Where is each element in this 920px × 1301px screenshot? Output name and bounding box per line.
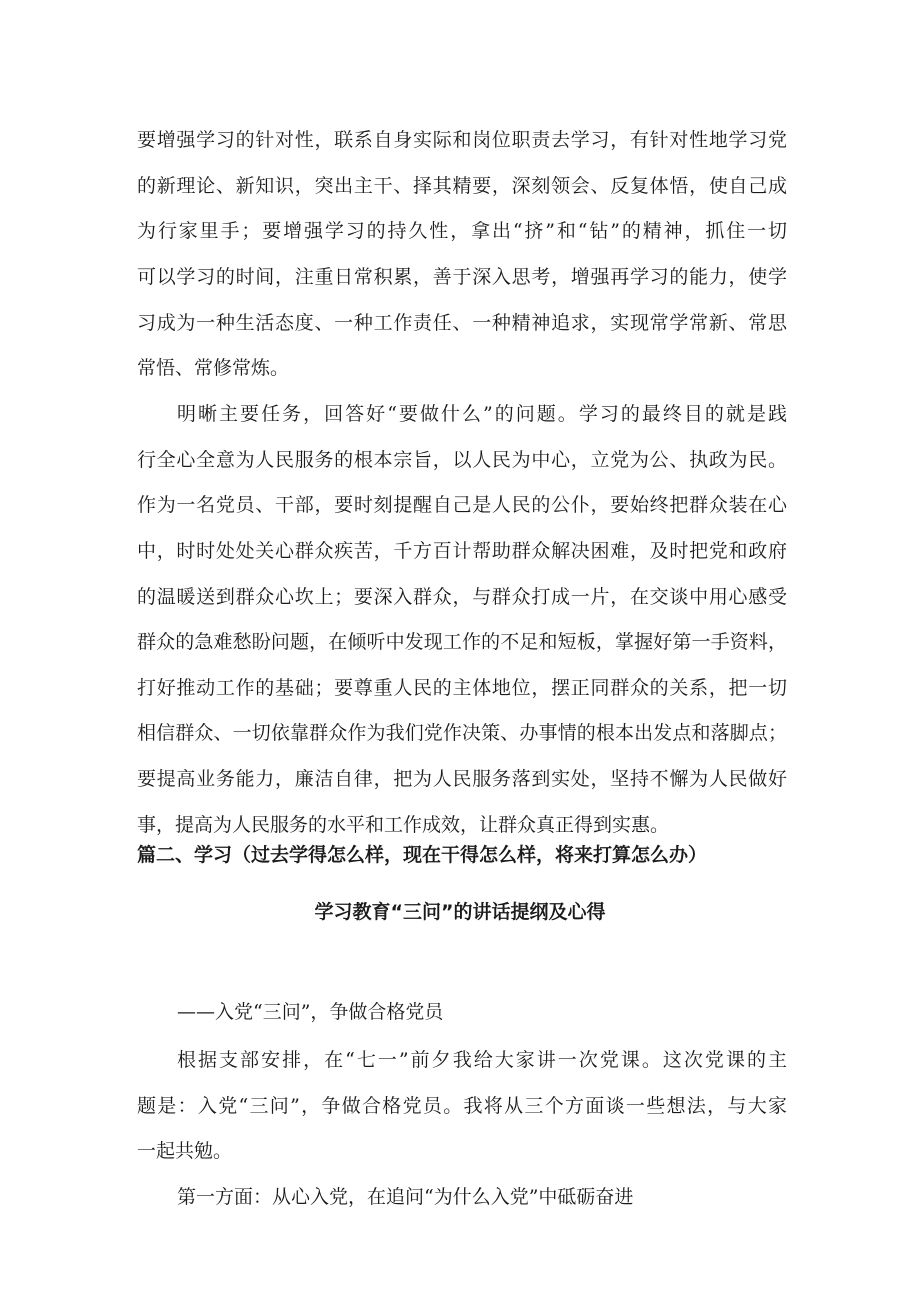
subtitle: ——入党“三问”，争做合格党员: [177, 1001, 444, 1023]
text-line: 作为一名党员、干部，要时刻提醒自己是人民的公仆，要始终把群众装在心: [137, 494, 787, 516]
text-line: 的温暖送到群众心坎上；要深入群众，与群众打成一片，在交谈中用心感受: [137, 586, 787, 608]
text-line: 明晰主要任务，回答好“要做什么”的问题。学习的最终目的就是践: [177, 403, 787, 425]
text-line: 群众的急难愁盼问题，在倾听中发现工作的不足和短板，掌握好第一手资料，: [137, 631, 787, 653]
text-line: 相信群众、一切依靠群众作为我们党作决策、办事情的根本出发点和落脚点；: [137, 722, 787, 744]
text-line: 一起共勉。: [137, 1140, 233, 1162]
text-line: 根据支部安排，在“七一”前夕我给大家讲一次党课。这次党课的主: [177, 1049, 787, 1071]
text-line: 题是：入党“三问”，争做合格党员。我将从三个方面谈一些想法，与大家: [137, 1095, 787, 1117]
text-line: 要增强学习的针对性，联系自身实际和岗位职责去学习，有针对性地学习党: [137, 129, 787, 151]
text-line: 中，时时处处关心群众疾苦，千方百计帮助群众解决困难，及时把党和政府: [137, 540, 787, 562]
text-line: 要提高业务能力，廉洁自律，把为人民服务落到实处，坚持不懈为人民做好: [137, 768, 787, 790]
section-heading: 篇二、学习（过去学得怎么样，现在干得怎么样，将来打算怎么办）: [137, 844, 708, 866]
text-line: 可以学习的时间，注重日常积累，善于深入思考，增强再学习的能力，使学: [137, 266, 787, 288]
article-title: 学习教育“三问”的讲话提纲及心得: [314, 901, 606, 923]
text-line: 为行家里手；要增强学习的持久性，拿出“挤”和“钻”的精神，抓住一切: [137, 220, 787, 242]
text-line: 打好推动工作的基础；要尊重人民的主体地位，摆正同群众的关系，把一切: [137, 677, 787, 699]
text-line: 行全心全意为人民服务的根本宗旨，以人民为中心，立党为公、执政为民。: [137, 449, 787, 471]
text-line: 常悟、常修常炼。: [137, 357, 290, 379]
text-line: 习成为一种生活态度、一种工作责任、一种精神追求，实现常学常新、常思: [137, 312, 787, 334]
section-one-heading: 第一方面：从心入党，在追问“为什么入党”中砥砺奋进: [177, 1186, 634, 1208]
text-line: 事，提高为人民服务的水平和工作成效，让群众真正得到实惠。: [137, 814, 670, 836]
text-line: 的新理论、新知识，突出主干、择其精要，深刻领会、反复体悟，使自己成: [137, 175, 787, 197]
